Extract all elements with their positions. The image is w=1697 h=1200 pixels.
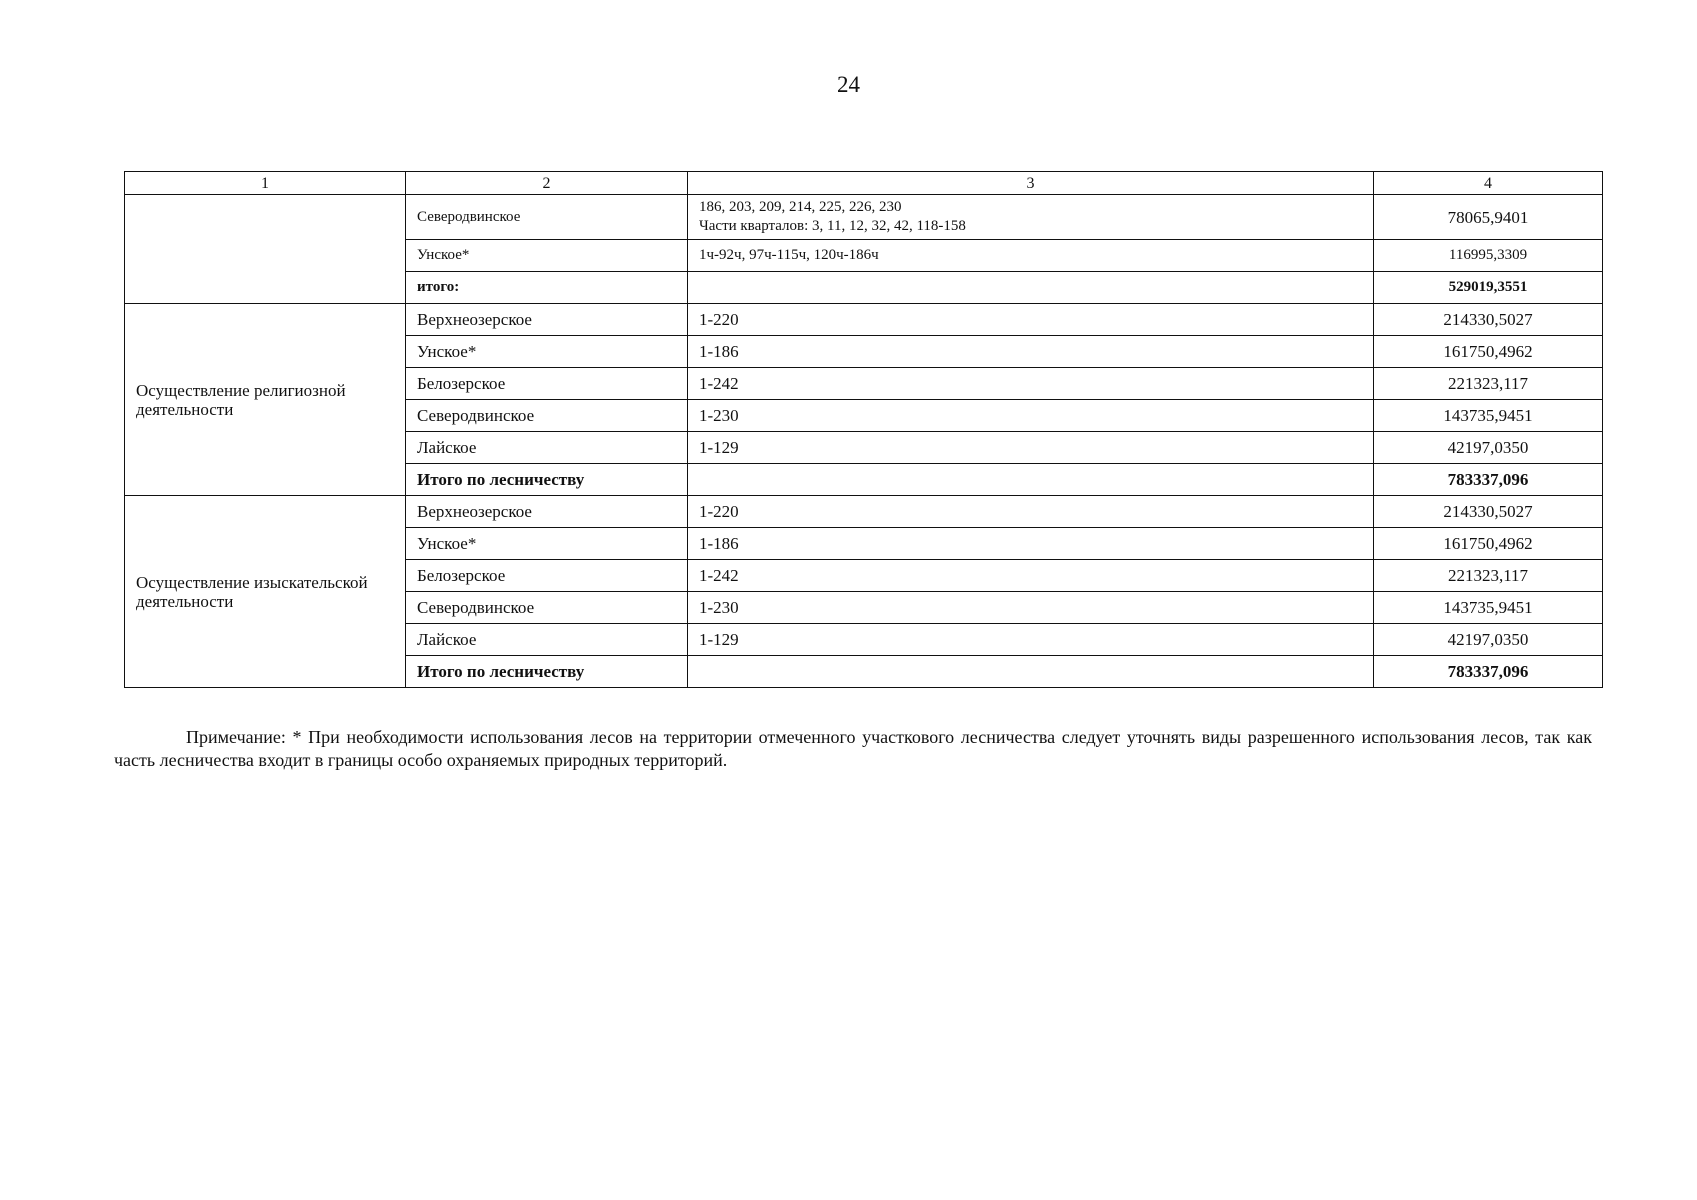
column-header-2: 2 (406, 172, 688, 195)
page-number: 24 (837, 72, 860, 97)
area-cell: 221323,117 (1374, 560, 1603, 592)
area-cell: 214330,5027 (1374, 496, 1603, 528)
empty-cell (688, 656, 1374, 688)
forestry-cell: Верхнеозерское (406, 496, 688, 528)
area-cell: 116995,3309 (1374, 240, 1603, 272)
table-row (125, 195, 1603, 240)
activity-cell: Осуществление религиозной деятельности (125, 304, 406, 496)
quarters-cell: 1-186 (688, 336, 1374, 368)
forestry-cell: Северодвинское (406, 400, 688, 432)
total-area-cell: 783337,096 (1374, 656, 1603, 688)
forestry-cell: Унское* (406, 528, 688, 560)
forestry-cell: Лайское (406, 432, 688, 464)
total-area-cell: 529019,3551 (1374, 272, 1603, 304)
area-cell: 161750,4962 (1374, 528, 1603, 560)
forestry-cell: Верхнеозерское (406, 304, 688, 336)
quarters-cell: 1-230 (688, 592, 1374, 624)
column-header-4: 4 (1374, 172, 1603, 195)
table-header-row (125, 172, 1603, 195)
quarters-cell: 1-242 (688, 368, 1374, 400)
area-cell: 42197,0350 (1374, 624, 1603, 656)
empty-cell (688, 464, 1374, 496)
forestry-cell: Белозерское (406, 560, 688, 592)
forestry-cell: Северодвинское (406, 195, 688, 240)
forestry-cell: Северодвинское (406, 592, 688, 624)
footnote: Примечание: * При необходимости использования лесов на территории отмеченного участкового лесничества следует уточнять виды разрешенного использования лесов, так как часть лесничества входит в границы особо охраняемых природных территорий. (114, 727, 1592, 770)
quarters-cell: 1-186 (688, 528, 1374, 560)
quarters-cell: 1-220 (688, 304, 1374, 336)
table-row (125, 304, 1603, 336)
total-label-cell: Итого по лесничеству (406, 464, 688, 496)
quarters-cell: 1-242 (688, 560, 1374, 592)
activity-cell-continued (125, 195, 406, 304)
empty-cell (688, 272, 1374, 304)
quarters-cell: 1-230 (688, 400, 1374, 432)
area-cell: 161750,4962 (1374, 336, 1603, 368)
quarters-cell: 1ч-92ч, 97ч-115ч, 120ч-186ч (688, 240, 1374, 272)
forestry-cell: Унское* (406, 240, 688, 272)
table-row (125, 496, 1603, 528)
forestry-cell: Белозерское (406, 368, 688, 400)
forest-use-table (124, 171, 1603, 688)
forestry-cell: Лайское (406, 624, 688, 656)
quarters-line: 186, 203, 209, 214, 225, 226, 230 (699, 199, 902, 215)
quarters-cell (688, 195, 1374, 240)
total-label-cell: итого: (406, 272, 688, 304)
area-cell: 143735,9451 (1374, 592, 1603, 624)
total-label-cell: Итого по лесничеству (406, 656, 688, 688)
column-header-3: 3 (688, 172, 1374, 195)
column-header-1: 1 (125, 172, 406, 195)
quarters-cell: 1-129 (688, 624, 1374, 656)
area-cell: 214330,5027 (1374, 304, 1603, 336)
area-cell: 221323,117 (1374, 368, 1603, 400)
quarters-cell: 1-129 (688, 432, 1374, 464)
quarters-line: Части кварталов: 3, 11, 12, 32, 42, 118-158 (699, 218, 966, 234)
total-area-cell: 783337,096 (1374, 464, 1603, 496)
area-cell: 42197,0350 (1374, 432, 1603, 464)
activity-cell: Осуществление изыскательской деятельности (125, 496, 406, 688)
quarters-cell: 1-220 (688, 496, 1374, 528)
forestry-cell: Унское* (406, 336, 688, 368)
area-cell: 143735,9451 (1374, 400, 1603, 432)
area-cell: 78065,9401 (1374, 195, 1603, 240)
